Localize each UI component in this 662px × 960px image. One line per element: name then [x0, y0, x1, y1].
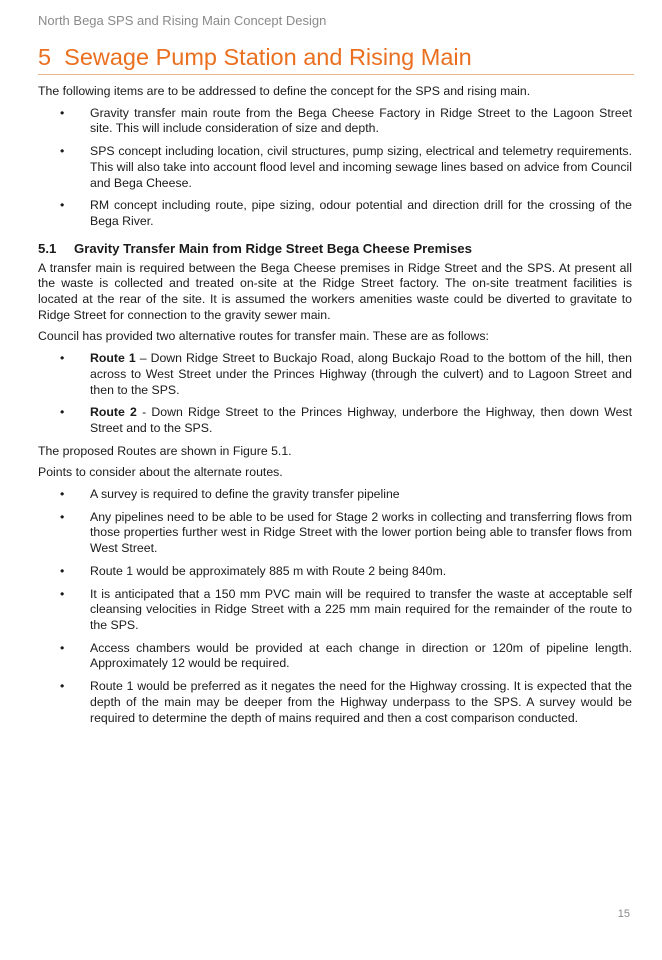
bullet-icon: •: [60, 105, 65, 120]
chapter-title: [38, 44, 634, 71]
section-heading: [38, 241, 632, 257]
list-item-text: Route 1 would be approximately 885 m with Route 2 being 840m.: [90, 563, 447, 578]
bullet-icon: •: [60, 405, 65, 420]
list-item: [38, 564, 632, 580]
list-item-text: Access chambers would be provided at each change in direction or 120m of pipeline length. Approximately 12 would be required.: [90, 640, 632, 671]
section-paragraph: Points to consider about the alternate routes.: [38, 465, 283, 480]
section-number: 5.1: [38, 240, 57, 256]
bullet-icon: •: [60, 586, 65, 601]
body-text: [38, 84, 632, 733]
bullet-icon: •: [60, 509, 65, 524]
list-item-text: Any pipelines need to be able to be used for Stage 2 works in collecting and transferring flows from those properties further west in Ridge Street with the lower portion being able to transfer flows from West Street.: [90, 509, 632, 556]
bullet-icon: •: [60, 679, 65, 694]
chapter-number: 5: [38, 44, 52, 70]
route-text: – Down Ridge Street to Buckajo Road, along Buckajo Road to the bottom of the hill, then across to West Street under the Princes Highway (through the culvert) and to Lagoon Street and then to the SPS.: [90, 351, 632, 397]
bullet-icon: •: [60, 351, 65, 366]
points-list: [38, 487, 632, 726]
list-item-text: A survey is required to define the gravity transfer pipeline: [90, 487, 400, 502]
running-header: North Bega SPS and Rising Main Concept Design: [38, 13, 327, 28]
list-item: [38, 510, 632, 557]
route-label: Route 2: [90, 405, 137, 420]
chapter-heading: [38, 44, 634, 75]
routes-list: [38, 351, 632, 437]
bullet-icon: •: [60, 563, 65, 578]
list-item: [38, 641, 632, 672]
bullet-icon: •: [60, 198, 65, 213]
route-text: - Down Ridge Street to the Princes Highway, underbore the Highway, then down West Street and to the SPS.: [90, 405, 632, 435]
list-item-text: It is anticipated that a 150 mm PVC main will be required to transfer the waste at acceptable self cleansing velocities in Ridge Street with a 225 mm main required for the remainder of the route to the SPS.: [90, 586, 632, 632]
list-item: [38, 198, 632, 229]
bullet-icon: •: [60, 487, 65, 502]
section-paragraph: A transfer main is required between the Bega Cheese premises in Ridge Street and the SPS. At present all the waste is collected and treated on-site at the Ridge Street factory. The on-site treatment facilities is located at the rear of the site. It is assumed the workers amenities waste could be diverted to gravitate to Ridge Street for connection to the gravity sewer main.: [38, 260, 632, 322]
chapter-title-text: Sewage Pump Station and Rising Main: [64, 44, 472, 70]
list-item: [38, 587, 632, 634]
bullet-icon: •: [60, 640, 65, 655]
list-item: [38, 405, 632, 436]
list-item: [38, 679, 632, 726]
list-item-text: Route 1 would be preferred as it negates the need for the Highway crossing. It is expected that the depth of the main may be deeper from the Highway underpass to the SPS. A survey would be required to determine the depth of mains required and then a cost comparison conducted.: [90, 679, 632, 725]
section-paragraph: The proposed Routes are shown in Figure 5.1.: [38, 443, 292, 458]
intro-list: [38, 106, 632, 230]
bullet-icon: •: [60, 144, 65, 159]
intro-paragraph: The following items are to be addressed to define the concept for the SPS and rising main.: [38, 84, 531, 98]
list-item: [38, 351, 632, 398]
list-item-text: SPS concept including location, civil structures, pump sizing, electrical and telemetry requirements. This will also take into account flood level and incoming sewage lines based on advice from Council and Bega Cheese.: [90, 144, 632, 190]
route-label: Route 1: [90, 351, 136, 366]
list-item-text: RM concept including route, pipe sizing, odour potential and direction drill for the crossing of the Bega River.: [90, 198, 632, 228]
list-item: [38, 144, 632, 191]
list-item-text: Gravity transfer main route from the Bega Cheese Factory in Ridge Street to the Lagoon Street site. This will include consideration of size and depth.: [90, 105, 632, 136]
list-item: [38, 487, 632, 503]
list-item: [38, 106, 632, 137]
page-number: 15: [617, 908, 630, 920]
section-paragraph: Council has provided two alternative routes for transfer main. These are as follows:: [38, 329, 489, 344]
section-title: Gravity Transfer Main from Ridge Street Bega Cheese Premises: [74, 240, 472, 256]
